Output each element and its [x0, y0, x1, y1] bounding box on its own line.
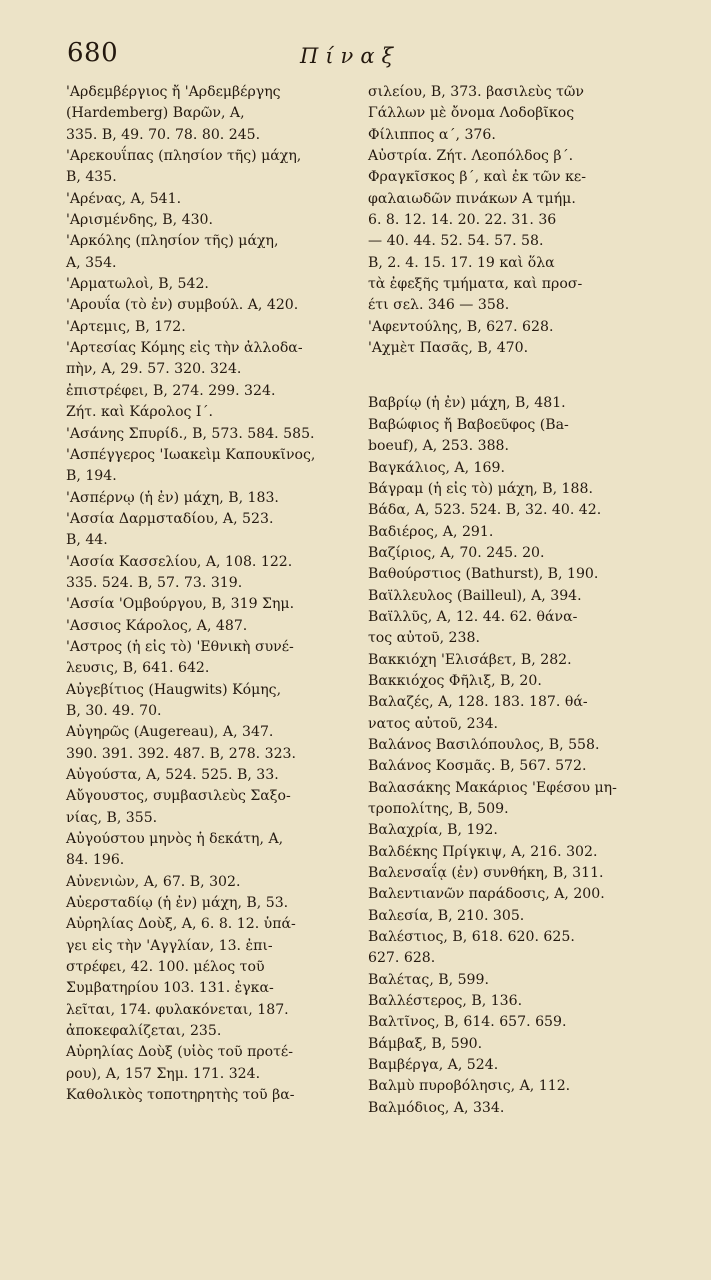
index-entry-line: — 40. 44. 52. 54. 57. 58. — [368, 233, 544, 250]
index-entry-line: 6. 8. 12. 14. 20. 22. 31. 36 — [368, 212, 557, 229]
index-entry-line: 'Αρουΐα (τὸ ἐν) συμβούλ. Α, 420. — [66, 297, 299, 314]
index-entry-line: 'Αρκόλης (πλησίον τῆς) μάχη, — [66, 233, 279, 250]
index-entry-line: Β, 194. — [66, 468, 117, 485]
index-entry-line: λεῖται, 174. φυλακόνεται, 187. — [66, 1001, 289, 1018]
index-entry-line: πὴν, Α, 29. 57. 320. 324. — [66, 361, 242, 378]
index-entry-line: νατος αὐτοῦ, 234. — [368, 715, 499, 732]
index-entry-line: Βαβώφιος ἤ Βαβοεῦφος (Ba- — [368, 416, 569, 433]
index-entry-line: 'Ασσία 'Ομβούργου, Β, 319 Σημ. — [66, 596, 295, 613]
index-entry-line: Βάμβαξ, Β, 590. — [368, 1035, 483, 1052]
index-entry-line: 'Αρισμένδης, Β, 430. — [66, 212, 213, 229]
running-head: Πίναξ — [300, 44, 401, 68]
index-entry-line: 'Αφεντούλης, Β, 627. 628. — [368, 318, 554, 335]
index-entry-line: 'Αχμὲτ Πασᾶς, Β, 470. — [368, 340, 529, 357]
index-entry-line: ρου), Α, 157 Σημ. 171. 324. — [66, 1065, 261, 1082]
index-entry-line: Βαλενσαΐᾳ (ἐν) συνθήκη, Β, 311. — [368, 865, 604, 882]
index-entry-line: 390. 391. 392. 487. Β, 278. 323. — [66, 745, 297, 762]
index-entry-line: 'Ασσία Δαρμσταδίου, Α, 523. — [66, 510, 274, 527]
index-entry-line: Βαλέτας, Β, 599. — [368, 971, 489, 988]
index-entry-line: 'Ασσιος Κάρολος, Α, 487. — [66, 617, 248, 634]
index-entry-line: Βαθούρστιος (Bathurst), Β, 190. — [368, 566, 599, 583]
index-entry-line: Βαλδέκης Πρίγκιψ, Α, 216. 302. — [368, 843, 598, 860]
index-entry-line: 'Αρδεμβέργιος ἤ 'Αρδεμβέργης — [66, 84, 281, 100]
index-entry-line: 'Ασσία Κασσελίου, Α, 108. 122. — [66, 553, 293, 570]
index-entry-line: 335. Β, 49. 70. 78. 80. 245. — [66, 126, 261, 143]
index-entry-line: Βαλμόδιος, Α, 334. — [368, 1099, 505, 1116]
index-entry-line: Αὐερσταδίῳ (ἡ ἐν) μάχη, Β, 53. — [66, 895, 289, 912]
index-entry-line: boeuf), Α, 253. 388. — [368, 438, 509, 455]
index-entry-line: Βαλμὺ πυροβόλησις, Α, 112. — [368, 1078, 571, 1095]
index-entry-line: σιλείου, Β, 373. βασιλεὺς τῶν — [368, 84, 584, 100]
index-entry-line: Β, 435. — [66, 169, 117, 186]
index-entry-line: ἀποκεφαλίζεται, 235. — [66, 1023, 222, 1040]
index-entry-line: 627. 628. — [368, 950, 436, 967]
index-entry-line: τροπολίτης, Β, 509. — [368, 801, 509, 817]
page-number: 680 — [67, 38, 119, 68]
index-entry-line: 'Αρτεμις, Β, 172. — [66, 318, 186, 335]
index-entry-line: Καθολικὸς τοποτηρητὴς τοῦ βα- — [66, 1087, 295, 1104]
index-column-left — [66, 82, 360, 1107]
index-entry-line: Β, 44. — [66, 532, 108, 549]
index-column-right — [368, 82, 660, 1119]
index-entry-line: ἐπιστρέφει, Β, 274. 299. 324. — [66, 382, 276, 399]
index-entry-line: Αὐρηλίας Δοὺξ, Α, 6. 8. 12. ὑπά- — [66, 916, 296, 933]
index-entry-line: τὰ ἐφεξῆς τμήματα, καὶ προσ- — [368, 276, 583, 293]
section-gap — [368, 359, 660, 393]
index-section-alpha — [368, 82, 660, 359]
index-entry-line: Βαλασάκης Μακάριος 'Εφέσου μη- — [368, 779, 617, 796]
index-entry-line: Βαϊλλῦς, Α, 12. 44. 62. θάνα- — [368, 608, 578, 625]
index-entry-line: Ζήτ. καὶ Κάρολος Ι΄. — [66, 404, 214, 421]
index-entry-line: Αὐγούστου μηνὸς ἡ δεκάτη, Α, — [66, 831, 284, 848]
index-entry-line: Αὐγούστα, Α, 524. 525. Β, 33. — [66, 767, 279, 783]
index-entry-line: Βαλλέστερος, Β, 136. — [368, 993, 523, 1010]
index-entry-line: νίας, Β, 355. — [66, 809, 158, 826]
index-entry-line: Βαγκάλιος, Α, 169. — [368, 459, 505, 476]
index-entry-line: Φίλιππος α΄, 376. — [368, 126, 496, 143]
index-entry-line: 335. 524. Β, 57. 73. 319. — [66, 574, 243, 591]
index-entry-line: 'Ασάνης Σπυρίδ., Β, 573. 584. 585. — [66, 425, 315, 442]
index-entry-line: Βαλαχρία, Β, 192. — [368, 822, 498, 839]
index-entry-line: Β, 30. 49. 70. — [66, 702, 162, 719]
index-entry-line: λευσις, Β, 641. 642. — [66, 660, 210, 677]
index-section-beta — [368, 393, 660, 1119]
index-entry-line: 'Αστρος (ἡ εἰς τὸ) 'Εθνικὴ συνέ- — [66, 638, 294, 655]
index-entry-line: Βαλέστιος, Β, 618. 620. 625. — [368, 929, 575, 946]
index-entry-line: Βακκιόχος Φῆλιξ, Β, 20. — [368, 672, 542, 689]
index-entry-line: Βαλάνος Κοσμᾶς. Β, 567. 572. — [368, 758, 587, 775]
index-entry-line: Α, 354. — [66, 254, 117, 271]
index-entry-line: Β, 2. 4. 15. 17. 19 καὶ ὅλα — [368, 254, 555, 271]
index-entry-line: 'Αρτεσίας Κόμης εἰς τὴν ἀλλοδα- — [66, 340, 303, 357]
index-entry-line: τος αὐτοῦ, 238. — [368, 630, 480, 647]
index-entry-line: Αὐγεβίτιος (Haugwits) Κόμης, — [66, 681, 282, 698]
index-entry-line: 'Ασπέρνῳ (ἡ ἐν) μάχη, Β, 183. — [66, 489, 279, 506]
index-entry-line: Βαλάνος Βασιλόπουλος, Β, 558. — [368, 736, 600, 753]
index-entry-line: στρέφει, 42. 100. μέλος τοῦ — [66, 959, 265, 976]
index-entry-line: γει εἰς τὴν 'Αγγλίαν, 13. ἐπι- — [66, 937, 273, 954]
index-entry-line: Αὔγουστος, συμβασιλεὺς Σαξο- — [66, 788, 291, 805]
index-entry-line: 'Αρένας, Α, 541. — [66, 190, 182, 207]
index-entry-line: Αὐρηλίας Δοὺξ (υἱὸς τοῦ προτέ- — [66, 1044, 293, 1061]
index-entry-line: 'Ασπέγγερος 'Ιωακεὶμ Καπουκῖνος, — [66, 446, 316, 463]
index-entry-line: Βαβρίῳ (ἡ ἐν) μάχη, Β, 481. — [368, 395, 566, 412]
index-entry-line: Γάλλων μὲ ὄνομα Λοδοβῖκος — [368, 105, 575, 122]
index-entry-line: 'Αρεκουΐπας (πλησίον τῆς) μάχη, — [66, 148, 302, 165]
index-entry-line: Αὐνενιὼν, Α, 67. Β, 302. — [66, 873, 241, 890]
index-entry-line: Βαλεσία, Β, 210. 305. — [368, 907, 525, 924]
index-entry-line: Συμβατηρίου 103. 131. ἐγκα- — [66, 980, 274, 997]
index-entry-line: Βαμβέργα, Α, 524. — [368, 1057, 499, 1074]
index-entry-line: Βάδα, Α, 523. 524. Β, 32. 40. 42. — [368, 502, 602, 519]
index-entry-line: Βαϊλλευλος (Bailleul), Α, 394. — [368, 587, 582, 604]
index-entry-line: Βαλαζές, Α, 128. 183. 187. θά- — [368, 694, 588, 711]
index-entry-line: Βαδιέρος, Α, 291. — [368, 523, 494, 540]
index-entry-line: Φραγκῖσκος β΄, καὶ ἐκ τῶν κε- — [368, 169, 586, 186]
index-entry-line: (Hardemberg) Βαρῶν, Α, — [66, 105, 245, 122]
index-entry-line: Βαλεντιανῶν παράδοσις, Α, 200. — [368, 886, 605, 903]
index-entry-line: 'Αρματωλοὶ, Β, 542. — [66, 276, 209, 293]
index-entry-line: Βαζίριος, Α, 70. 245. 20. — [368, 544, 545, 561]
index-entry-line: Αὐγηρῶς (Augereau), Α, 347. — [66, 724, 274, 741]
index-entry-line: Αὐστρία. Ζήτ. Λεοπόλδος β΄. — [368, 148, 574, 165]
index-entry-line: Βάγραμ (ἡ εἰς τὸ) μάχη, Β, 188. — [368, 480, 593, 497]
index-entry-line: φαλαιωδῶν πινάκων Α τμήμ. — [368, 190, 576, 207]
index-entry-line: Βακκιόχη 'Ελισάβετ, Β, 282. — [368, 651, 572, 668]
index-entry-line: 84. 196. — [66, 852, 125, 869]
index-entry-line: έτι σελ. 346 — 358. — [368, 297, 510, 314]
index-entry-line: Βαλτῖνος, Β, 614. 657. 659. — [368, 1014, 567, 1031]
